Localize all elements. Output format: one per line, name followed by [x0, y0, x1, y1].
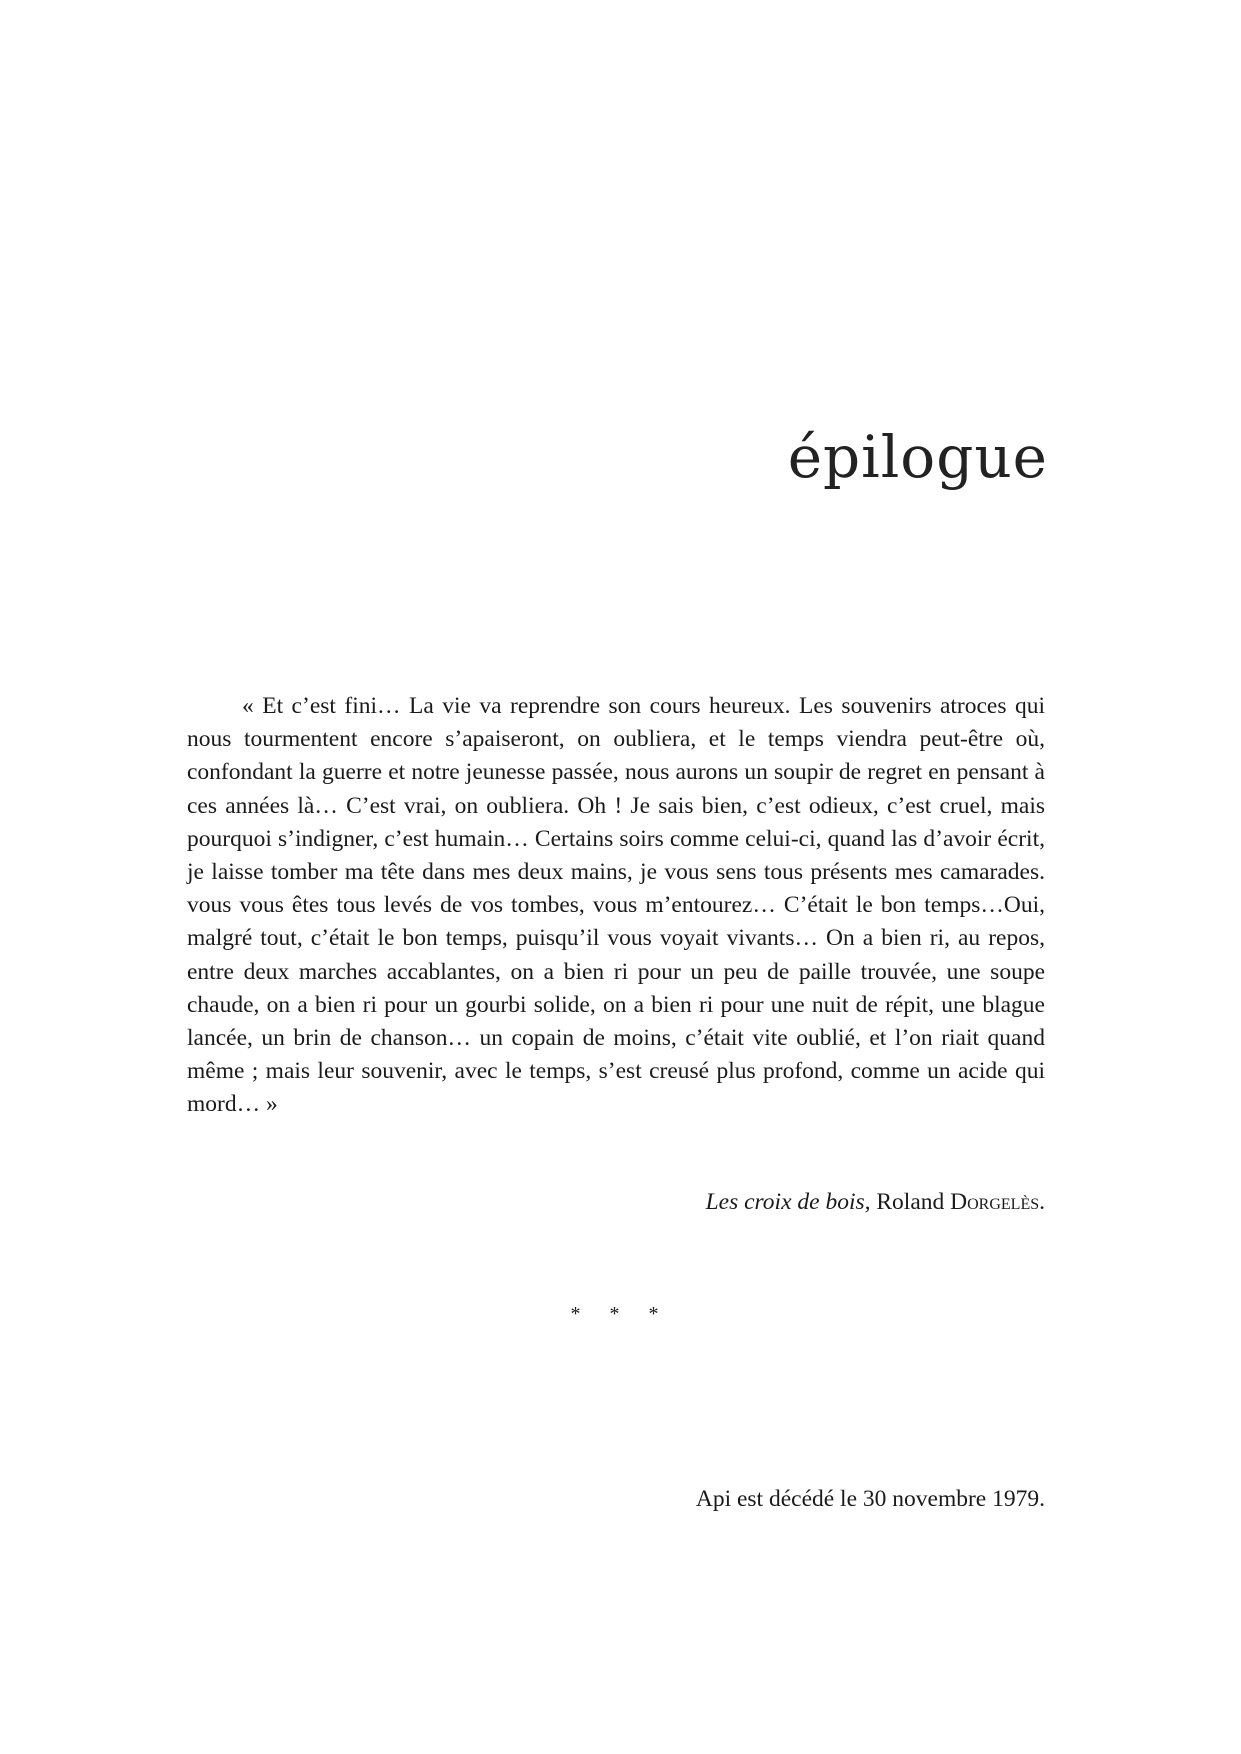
- author-first-name: Roland: [876, 1189, 945, 1215]
- work-title: Les croix de bois,: [705, 1189, 871, 1215]
- chapter-title: épilogue: [787, 423, 1048, 491]
- epigraph-quote: « Et c’est fini… La vie va reprendre son cours heureux. Les souvenirs atroces qui nous tourmentent encore s’apaiseront, on oubliera, et le temps viendra peut-être où, confondant la guerre et notre jeunesse passée, nous aurons un soupir de regret en pensant à ces années là… C’est vrai, on oubliera. Oh ! Je sais bien, c’est odieux, c’est cruel, mais pourquoi s’indigner, c’est humain… Certains soirs comme celui-ci, quand las d’avoir écrit, je laisse tomber ma tête dans mes deux mains, je vous sens tous présents mes camarades. vous vous êtes tous levés de vos tombes, vous m’entourez… C’était le bon temps…Oui, malgré tout, c’était le bon temps, puisqu’il vous voyait vivants… On a bien ri, au repos, entre deux marches accablantes, on a bien ri pour un peu de paille trouvée, une soupe chaude, on a bien ri pour un gourbi solide, on a bien ri pour une nuit de répit, une blague lancée, un brin de chanson… un copain de moins, c’était vite oublié, et l’on riait quand même ; mais leur souvenir, avec le temps, s’est creusé plus profond, comme un acide qui mord… »: [187, 693, 1045, 1118]
- quote-attribution: [706, 1186, 1045, 1219]
- attribution-period: .: [1039, 1189, 1045, 1215]
- closing-note: Api est décédé le 30 novembre 1979.: [695, 1486, 1045, 1512]
- author-surname: Dorgelès: [950, 1189, 1040, 1215]
- section-separator: * * *: [570, 1303, 671, 1325]
